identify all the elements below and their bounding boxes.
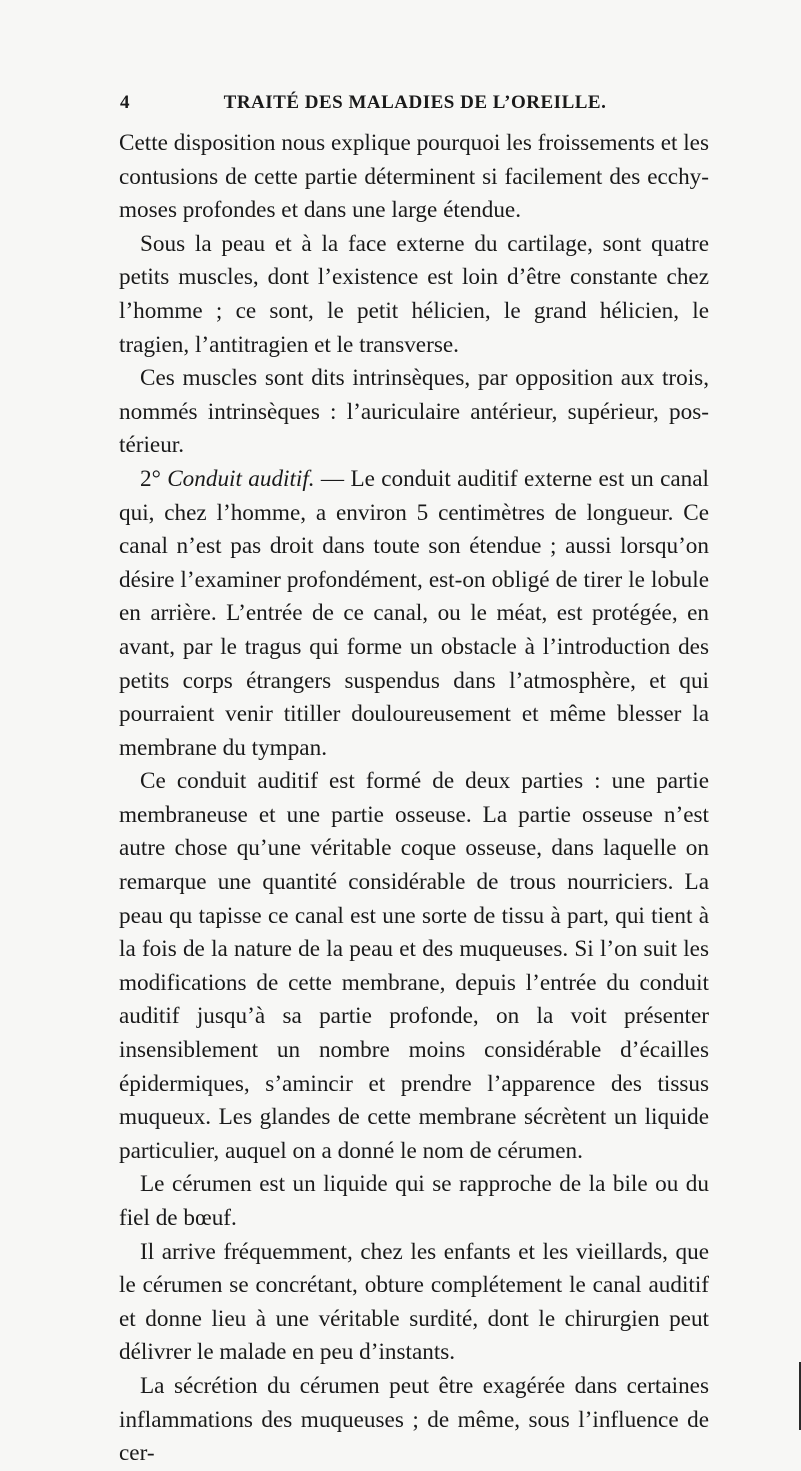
page-header <box>120 92 710 122</box>
section-title: Conduit auditif. <box>167 465 315 492</box>
page-number: 4 <box>120 92 130 113</box>
body-text <box>119 127 709 1471</box>
running-title: TRAITÉ DES MALADIES DE L’OREILLE. <box>223 92 607 113</box>
paragraph: Il arrive fréquemment, chez les enfants et les vieillards, que le cérumen se concrétant, obture complétement le canal auditif et donne lieu à une véritable surdité, dont le chirurgien peut délivrer le malade en peu d’instants. <box>119 1238 709 1366</box>
paragraph: Ces muscles sont dits intrinsèques, par opposition aux trois, nommés intrinsèques : l’auriculaire antérieur, supérieur, postérieur. <box>119 365 709 459</box>
paragraph: Ce conduit auditif est formé de deux parties : une partie membraneuse et une partie osseuse. La partie osseuse n’est autre chose qu’une véritable coque osseuse, dans laquelle on remarque une quantité considérable de trous nourriciers. La peau qu tapisse ce canal est une sorte de tissu à part, qui tient à la fois de la nature de la peau et des muqueuses. Si l’on suit les modifications de cette membrane, depuis l’entrée du conduit auditif jusqu’à sa partie profonde, on la voit présenter insensiblement un nombre moins considérable d’écailles épidermiques, s’amincir et prendre l’apparence des tissus muqueux. Les glandes de cette membrane sécrètent un liquide particulier, auquel on a donné le nom de cérumen. <box>119 768 709 1164</box>
paragraph-section-conduit-auditif <box>119 463 709 765</box>
paragraph-text: — Le conduit auditif externe est un canal qui, chez l’homme, a environ 5 centimètres de longueur. Ce canal n’est pas droit dans toute son étendue ; aussi lorsqu’on désire l’examiner profondément, est-on obligé de tirer le lobule en arrière. L’entrée de ce canal, ou le méat, est protégée, en avant, par le tragus qui forme un obstacle à l’introduction des petits corps étrangers suspendus dans l’atmosphère, et qui pourraient venir titiller douloureusement et même blesser la membrane du tympan. <box>119 465 710 761</box>
paragraph: Le cérumen est un liquide qui se rapproche de la bile ou du fiel de bœuf. <box>119 1171 709 1231</box>
paragraph: La sécrétion du cérumen peut être exagérée dans certaines inflammations des muqueuses ; de même, sous l’influence de cer- <box>119 1372 709 1467</box>
section-number: 2° <box>140 465 161 492</box>
paragraph: Sous la peau et à la face externe du cartilage, sont quatre petits muscles, dont l’existence est loin d’être constante chez l’homme ; ce sont, le petit hélicien, le grand hélicien, le tragien, l’antitragien et le transverse. <box>119 230 709 358</box>
paragraph: Cette disposition nous explique pourquoi les froissements et les contusions de cette partie déterminent si facilement des ecchymoses profondes et dans une large étendue. <box>119 130 709 224</box>
